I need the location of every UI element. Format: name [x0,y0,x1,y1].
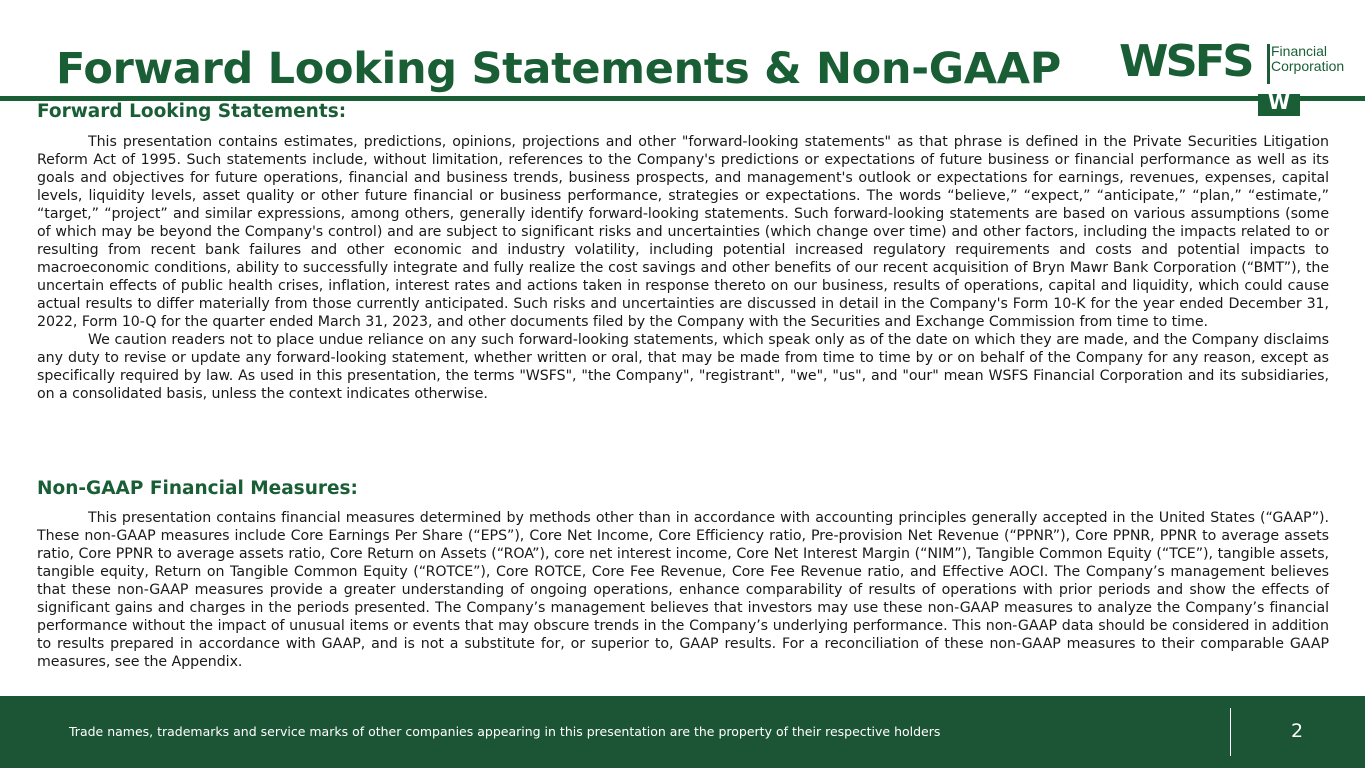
slide-title: Forward Looking Statements & Non-GAAP [56,44,1061,94]
forward-looking-heading: Forward Looking Statements: [37,101,347,122]
page-number: 2 [1290,720,1304,742]
forward-looking-paragraph-2: We caution readers not to place undue reliance on any such forward-looking statements, which speak only as of the date on which they are made, and the Company disclaims any duty to revise or update any forward-looking statement, whether written or oral, that may be made from time to time by or on behalf of the Company for any reason, except as specifically required by law. As used in this presentation, the terms "WSFS", "the Company", "registrant", "we", "us", and "our" mean WSFS Financial Corporation and its subsidiaries, on a consolidated basis, unless the context indicates otherwise. [37,332,1329,402]
logo-subtitle [1271,44,1351,74]
non-gaap-heading: Non-GAAP Financial Measures: [37,478,358,499]
non-gaap-paragraph-1: This presentation contains financial measures determined by methods other than in accordance with accounting principles generally accepted in the United States (“GAAP”). These non-GAAP measures include Core Earnings Per Share (“EPS”), Core Net Income, Core Efficiency ratio, Pre-provision Net Revenue (“PPNR”), Core PPNR, PPNR to average assets ratio, Core PPNR to average assets ratio, Core Return on Assets (“ROA”), core net interest income, Core Net Interest Margin (“NIM”), Tangible Common Equity (“TCE”), tangible assets, tangible equity, Return on Tangible Common Equity (“ROTCE”), Core ROTCE, Core Fee Revenue, Core Fee Revenue ratio, and Effective AOCI. The Company’s management believes that these non-GAAP measures provide a greater understanding of ongoing operations, enhance comparability of results of operations with prior periods and show the effects of significant gains and charges in the periods presented. The Company’s management believes that investors may use these non-GAAP measures to analyze the Company’s financial performance without the impact of unusual items or events that may obscure trends in the Company’s underlying performance. This non-GAAP data should be considered in addition to results prepared in accordance with GAAP, and is not a substitute for, or superior to, GAAP results. For a reconciliation of these non-GAAP measures to their comparable GAAP measures, see the Appendix. [37,510,1329,670]
logo-w-letter: W [1267,90,1291,114]
footer-divider [1230,708,1231,756]
forward-looking-paragraph-1: This presentation contains estimates, predictions, opinions, projections and other "forward-looking statements" as that phrase is defined in the Private Securities Litigation Reform Act of 1995. Such statements include, without limitation, references to the Company's predictions or expectations of future business or financial performance as well as its goals and objectives for future operations, financial and business trends, business prospects, and management's outlook or expectations for earnings, revenues, expenses, capital levels, liquidity levels, asset quality or other future financial or business performance, strategies or expectations. The words “believe,” “expect,” “anticipate,” “plan,” “estimate,” “target,” “project” and similar expressions, among others, generally identify forward-looking statements. Such forward-looking statements are based on various assumptions (some of which may be beyond the Company's control) and are subject to significant risks and uncertainties (which change over time) and other factors, including the impacts related to or resulting from recent bank failures and other economic and industry volatility, including potential increased regulatory requirements and costs and potential impacts to macroeconomic conditions, ability to successfully integrate and fully realize the cost savings and other benefits of our recent acquisition of Bryn Mawr Bank Corporation (“BMT”), the uncertain effects of public health crises, inflation, interest rates and actions taken in response thereto on our business, results of operations, capital and liquidity, which could cause actual results to differ materially from those currently anticipated. Such risks and uncertainties are discussed in detail in the Company's Form 10-K for the year ended December 31, 2022, Form 10-Q for the quarter ended March 31, 2023, and other documents filed by the Company with the Securities and Exchange Commission from time to time. [37,134,1329,330]
wsfs-logo [1119,36,1349,116]
footer-bar [0,696,1365,768]
footer-disclaimer: Trade names, trademarks and service marks of other companies appearing in this presentation are the property of their respective holders [69,724,941,739]
forward-looking-body [37,133,1329,403]
logo-subtitle-line1: Financial [1271,43,1328,59]
non-gaap-body [37,509,1329,671]
logo-w-mark [1258,90,1300,116]
logo-subtitle-line2: Corporation [1271,58,1345,74]
logo-separator [1267,44,1270,84]
logo-wordmark: WSFS [1119,36,1252,87]
